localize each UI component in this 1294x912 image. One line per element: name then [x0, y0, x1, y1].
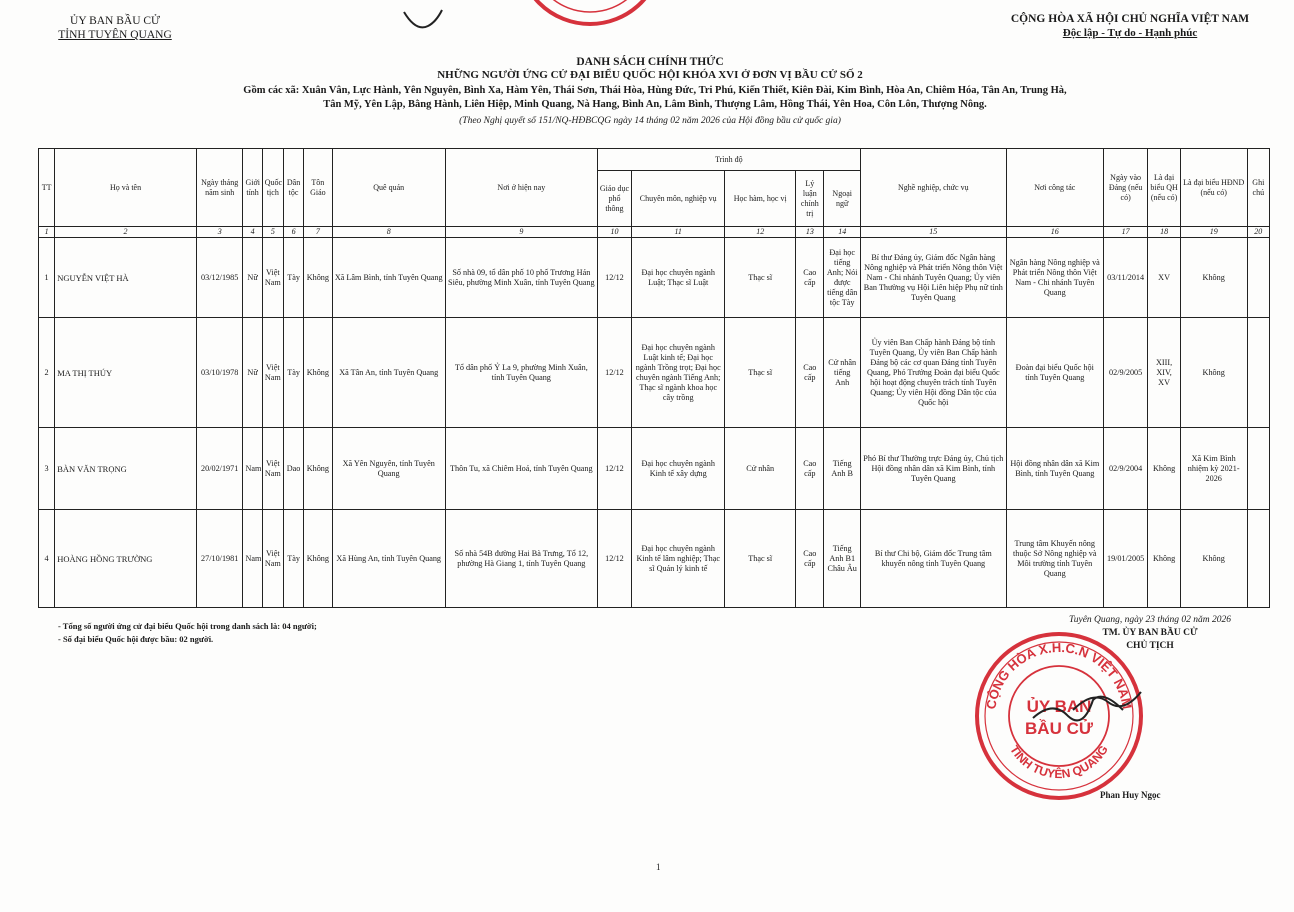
table-row	[39, 510, 1270, 608]
col-header-notes: Ghi chú	[1247, 149, 1269, 227]
cell-professional: Đại học chuyên ngành Luật kinh tế; Đại học ngành Trồng trọt; Đại học chuyên ngành Tiếng Anh; Thạc sĩ ngành khoa học cây trồng	[632, 318, 725, 428]
title-line-2: NHỮNG NGƯỜI ỨNG CỬ ĐẠI BIỂU QUỐC HỘI KHÓA XVI Ở ĐƠN VỊ BẦU CỬ SỐ 2	[437, 69, 863, 81]
column-number: 18	[1148, 227, 1180, 238]
candidate-rows	[39, 238, 1270, 608]
cell-dob: 27/10/1981	[196, 510, 243, 608]
cell-ethnicity: Dao	[283, 428, 303, 510]
country-name: CỘNG HÒA XÃ HỘI CHỦ NGHĨA VIỆT NAM	[1010, 13, 1250, 25]
column-number-row	[39, 227, 1270, 238]
cell-occupation: Ủy viên Ban Chấp hành Đảng bộ tỉnh Tuyên Quang, Ủy viên Ban Chấp hành Đảng bộ các cơ quan Đảng tỉnh Tuyên Quang, Phó Trưởng Đoàn đại biểu Quốc hội hoạt động chuyên trách tỉnh Tuyên Quang; Ủy viên Hội đồng Dân tộc của Quốc hội	[860, 318, 1006, 428]
issuing-authority	[40, 14, 190, 42]
national-motto: Độc lập - Tự do - Hạnh phúc	[1062, 27, 1198, 39]
cell-nationality: Việt Nam	[262, 428, 283, 510]
col-header-na-deputy: Là đại biểu QH (nếu có)	[1148, 149, 1180, 227]
column-number: 13	[796, 227, 824, 238]
cell-gender: Nam	[243, 510, 262, 608]
column-number: 15	[860, 227, 1006, 238]
col-header-general-edu: Giáo dục phổ thông	[597, 171, 631, 227]
authority-province: TỈNH TUYÊN QUANG	[58, 29, 172, 41]
cell-religion: Không	[304, 318, 332, 428]
column-number: 8	[332, 227, 445, 238]
cell-dob: 20/02/1971	[196, 428, 243, 510]
svg-text:BẦU CỬ: BẦU CỬ	[1025, 719, 1093, 738]
cell-tt: 1	[39, 238, 55, 318]
candidates-table	[38, 148, 1270, 608]
table-row	[39, 318, 1270, 428]
svg-text:ỦY BAN: ỦY BAN	[1026, 697, 1092, 716]
col-header-nationality: Quốc tịch	[262, 149, 283, 227]
communes-line-1: Gồm các xã: Xuân Vân, Lực Hành, Yên Nguyên, Bình Xa, Hàm Yên, Thái Sơn, Thái Hòa, Hùng Đức, Tri Phú, Kiến Thiết, Kiên Đài, Kim Bình, Hòa An, Chiêm Hóa, Tân An, Trung Hà,	[243, 85, 1067, 96]
cell-general-edu: 12/12	[597, 428, 631, 510]
cell-workplace: Ngân hàng Nông nghiệp và Phát triển Nông thôn Việt Nam - Chi nhánh Tuyên Quang	[1006, 238, 1103, 318]
cell-language: Đại học tiếng Anh; Nói được tiếng dân tộc Tày	[824, 238, 860, 318]
col-header-residence: Nơi ở hiện nay	[445, 149, 597, 227]
cell-name: HOÀNG HỒNG TRƯỜNG	[55, 510, 197, 608]
cell-council-deputy: Không	[1180, 510, 1247, 608]
cell-occupation: Phó Bí thư Thường trực Đảng ủy, Chủ tịch Hội đồng nhân dân xã Kim Bình, tỉnh Tuyên Quang	[860, 428, 1006, 510]
cell-degree: Thạc sĩ	[725, 318, 796, 428]
column-number: 9	[445, 227, 597, 238]
official-seal	[973, 630, 1145, 802]
col-header-workplace: Nơi công tác	[1006, 149, 1103, 227]
signing-organization: TM. ỦY BAN BẦU CỬ	[1102, 628, 1198, 638]
cell-ethnicity: Tày	[283, 318, 303, 428]
col-header-gender: Giới tính	[243, 149, 262, 227]
cell-political: Cao cấp	[796, 318, 824, 428]
cell-notes	[1247, 318, 1269, 428]
col-header-hometown: Quê quán	[332, 149, 445, 227]
cell-party-date: 02/9/2004	[1103, 428, 1148, 510]
column-number: 12	[725, 227, 796, 238]
cell-degree: Thạc sĩ	[725, 510, 796, 608]
cell-workplace: Đoàn đại biểu Quốc hội tỉnh Tuyên Quang	[1006, 318, 1103, 428]
col-header-tt: TT	[39, 149, 55, 227]
place-date: Tuyên Quang, ngày 23 tháng 02 năm 2026	[1068, 615, 1232, 625]
column-number: 19	[1180, 227, 1247, 238]
cell-name: MA THỊ THÚY	[55, 318, 197, 428]
cell-workplace: Trung tâm Khuyến nông thuộc Sở Nông nghiệp và Môi trường tỉnh Tuyên Quang	[1006, 510, 1103, 608]
column-number: 20	[1247, 227, 1269, 238]
note-total-candidates: - Tổng số người ứng cử đại biểu Quốc hội trong danh sách là: 04 người;	[58, 621, 317, 631]
legal-basis: (Theo Nghị quyết số 151/NQ-HĐBCQG ngày 14 tháng 02 năm 2026 của Hội đồng bầu cử quốc gia)	[459, 116, 841, 126]
cell-dob: 03/10/1978	[196, 318, 243, 428]
cell-general-edu: 12/12	[597, 318, 631, 428]
cell-occupation: Bí thư Đảng ủy, Giám đốc Ngân hàng Nông nghiệp và Phát triển Nông thôn Việt Nam - Chi nhánh Tuyên Quang; Ủy viên Ban Thường vụ Hội Liên hiệp Phụ nữ tỉnh Tuyên Quang	[860, 238, 1006, 318]
cell-council-deputy: Không	[1180, 238, 1247, 318]
cell-name: NGUYỄN VIỆT HÀ	[55, 238, 197, 318]
cell-nationality: Việt Nam	[262, 238, 283, 318]
cell-residence: Tổ dân phố Ỷ La 9, phường Minh Xuân, tỉnh Tuyên Quang	[445, 318, 597, 428]
footer-notes	[58, 620, 317, 646]
cell-political: Cao cấp	[796, 510, 824, 608]
cell-religion: Không	[304, 238, 332, 318]
col-header-degree: Học hàm, học vị	[725, 171, 796, 227]
cell-hometown: Xã Tân An, tỉnh Tuyên Quang	[332, 318, 445, 428]
column-number: 17	[1103, 227, 1148, 238]
cell-gender: Nam	[243, 428, 262, 510]
cell-general-edu: 12/12	[597, 510, 631, 608]
column-number: 10	[597, 227, 631, 238]
national-heading	[1010, 12, 1250, 40]
top-seal-fragment	[505, 0, 675, 32]
cell-notes	[1247, 510, 1269, 608]
communes-list	[190, 84, 1120, 112]
cell-professional: Đại học chuyên ngành Luật; Thạc sĩ Luật	[632, 238, 725, 318]
column-number: 5	[262, 227, 283, 238]
cell-gender: Nữ	[243, 318, 262, 428]
signer-name: Phan Huy Ngọc	[1100, 790, 1161, 800]
svg-text:TỈNH TUYÊN QUANG: TỈNH TUYÊN QUANG	[1007, 742, 1111, 782]
col-header-language: Ngoại ngữ	[824, 171, 860, 227]
cell-language: Cử nhân tiếng Anh	[824, 318, 860, 428]
cell-nationality: Việt Nam	[262, 510, 283, 608]
col-header-occupation: Nghề nghiệp, chức vụ	[860, 149, 1006, 227]
col-header-ethnicity: Dân tộc	[283, 149, 303, 227]
col-header-religion: Tôn Giáo	[304, 149, 332, 227]
cell-dob: 03/12/1985	[196, 238, 243, 318]
cell-ethnicity: Tày	[283, 510, 303, 608]
cell-religion: Không	[304, 428, 332, 510]
col-header-dob: Ngày tháng năm sinh	[196, 149, 243, 227]
column-number: 7	[304, 227, 332, 238]
cell-na-deputy: XV	[1148, 238, 1180, 318]
column-number: 1	[39, 227, 55, 238]
col-header-council-deputy: Là đại biểu HĐND (nếu có)	[1180, 149, 1247, 227]
signer-role: CHỦ TỊCH	[1126, 641, 1174, 651]
table-header-row-1	[39, 149, 1270, 171]
col-header-education-group: Trình độ	[597, 149, 860, 171]
cell-notes	[1247, 428, 1269, 510]
cell-tt: 4	[39, 510, 55, 608]
cell-general-edu: 12/12	[597, 238, 631, 318]
authority-name: ỦY BAN BẦU CỬ	[70, 15, 160, 27]
cell-political: Cao cấp	[796, 428, 824, 510]
col-header-name: Họ và tên	[55, 149, 197, 227]
cell-language: Tiếng Anh B1 Châu Âu	[824, 510, 860, 608]
cell-professional: Đại học chuyên ngành Kinh tế xây dựng	[632, 428, 725, 510]
cell-nationality: Việt Nam	[262, 318, 283, 428]
cell-tt: 2	[39, 318, 55, 428]
cell-hometown: Xã Lâm Bình, tỉnh Tuyên Quang	[332, 238, 445, 318]
table-row	[39, 428, 1270, 510]
column-number: 4	[243, 227, 262, 238]
communes-line-2: Tân Mỹ, Yên Lập, Bằng Hành, Liên Hiệp, Minh Quang, Nà Hang, Bình An, Lâm Bình, Thượng Lâm, Hồng Thái, Yên Hoa, Côn Lôn, Thượng Nông.	[323, 99, 987, 110]
cell-na-deputy: Không	[1148, 510, 1180, 608]
note-seats: - Số đại biểu Quốc hội được bầu: 02 người.	[58, 634, 214, 644]
column-number: 14	[824, 227, 860, 238]
cell-na-deputy: Không	[1148, 428, 1180, 510]
cell-party-date: 19/01/2005	[1103, 510, 1148, 608]
cell-gender: Nữ	[243, 238, 262, 318]
cell-residence: Thôn Tu, xã Chiêm Hoá, tỉnh Tuyên Quang	[445, 428, 597, 510]
cell-workplace: Hội đồng nhân dân xã Kim Bình, tỉnh Tuyên Quang	[1006, 428, 1103, 510]
col-header-party-date: Ngày vào Đảng (nếu có)	[1103, 149, 1148, 227]
table-row	[39, 238, 1270, 318]
cell-language: Tiếng Anh B	[824, 428, 860, 510]
cell-council-deputy: Không	[1180, 318, 1247, 428]
cell-hometown: Xã Hùng An, tỉnh Tuyên Quang	[332, 510, 445, 608]
cell-occupation: Bí thư Chi bộ, Giám đốc Trung tâm khuyến nông tỉnh Tuyên Quang	[860, 510, 1006, 608]
cell-residence: Số nhà 09, tổ dân phố 10 phố Trương Hán Siêu, phường Minh Xuân, tỉnh Tuyên Quang	[445, 238, 597, 318]
column-number: 3	[196, 227, 243, 238]
cell-residence: Số nhà 54B đường Hai Bà Trưng, Tổ 12, phường Hà Giang 1, tỉnh Tuyên Quang	[445, 510, 597, 608]
column-number: 6	[283, 227, 303, 238]
cell-na-deputy: XIII, XIV, XV	[1148, 318, 1180, 428]
pen-stroke-mark	[398, 6, 448, 34]
col-header-professional: Chuyên môn, nghiệp vụ	[632, 171, 725, 227]
cell-party-date: 02/9/2005	[1103, 318, 1148, 428]
page-mark: 1	[656, 862, 661, 872]
cell-professional: Đại học chuyên ngành Kinh tế lâm nghiệp; Thạc sĩ Quản lý kinh tế	[632, 510, 725, 608]
document-title	[240, 56, 1060, 82]
cell-political: Cao cấp	[796, 238, 824, 318]
cell-council-deputy: Xã Kim Bình nhiệm kỳ 2021-2026	[1180, 428, 1247, 510]
cell-degree: Thạc sĩ	[725, 238, 796, 318]
column-number: 16	[1006, 227, 1103, 238]
column-number: 11	[632, 227, 725, 238]
title-line-1: DANH SÁCH CHÍNH THỨC	[576, 56, 724, 68]
cell-tt: 3	[39, 428, 55, 510]
cell-party-date: 03/11/2014	[1103, 238, 1148, 318]
cell-notes	[1247, 238, 1269, 318]
svg-text:CỘNG HÒA X.H.C.N VIỆT NAM: CỘNG HÒA X.H.C.N VIỆT NAM	[983, 639, 1135, 711]
cell-degree: Cử nhân	[725, 428, 796, 510]
cell-religion: Không	[304, 510, 332, 608]
column-number: 2	[55, 227, 197, 238]
cell-hometown: Xã Yên Nguyên, tỉnh Tuyên Quang	[332, 428, 445, 510]
col-header-political: Lý luận chính trị	[796, 171, 824, 227]
cell-ethnicity: Tày	[283, 238, 303, 318]
cell-name: BÀN VĂN TRỌNG	[55, 428, 197, 510]
